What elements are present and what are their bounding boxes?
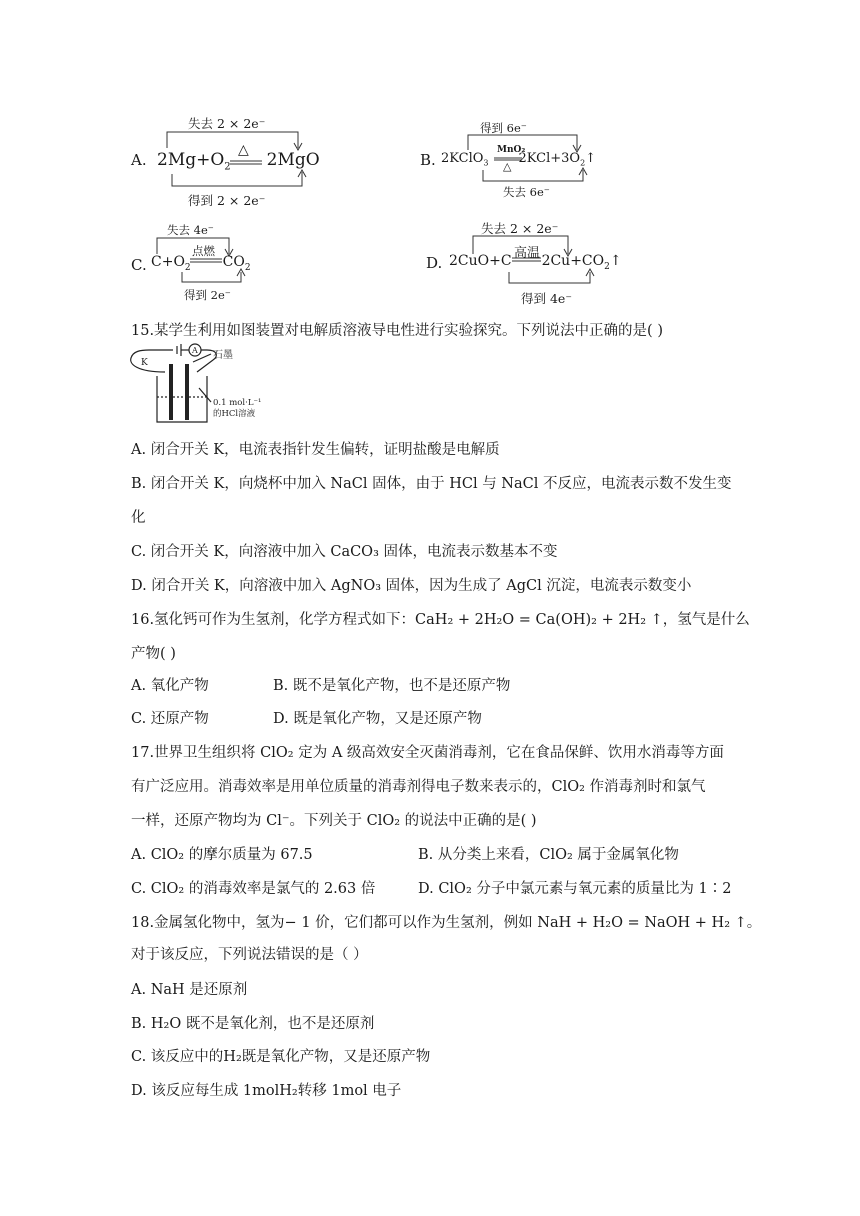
q17-option-a: A. ClO₂ 的摩尔质量为 67.5 — [131, 847, 313, 863]
option-c-equation: $C+O_2$ $CO_2$ — [151, 254, 251, 273]
option-b-label: B. — [420, 151, 436, 169]
option-a-equation: $2Mg+O_2$ 2MgO — [157, 150, 320, 173]
option-a-bottom-annotation: 得到 2 × 2e⁻ — [188, 193, 266, 208]
q15-apparatus-figure — [127, 342, 287, 427]
option-a-label: A. — [131, 151, 147, 169]
q16-option-d: D. 既是氧化产物，又是还原产物 — [273, 711, 482, 727]
q15-option-a: A. 闭合开关 K，电流表指针发生偏转，证明盐酸是电解质 — [131, 442, 500, 458]
q17-stem-line-3: 一样，还原产物均为 Cl⁻。下列关于 ClO₂ 的说法中正确的是( ) — [131, 813, 537, 829]
q18-option-d: D. 该反应每生成 1molH₂转移 1mol 电子 — [131, 1083, 402, 1099]
option-d-top-annotation: 失去 2 × 2e⁻ — [481, 221, 559, 236]
q18-option-c: C. 该反应中的H₂既是氧化产物，又是还原产物 — [131, 1049, 431, 1065]
solution-concentration-label: 0.1 mol·L⁻¹ — [213, 398, 262, 408]
option-b-top-annotation: 得到 6e⁻ — [480, 121, 527, 135]
ammeter-label: A — [192, 346, 198, 355]
option-c-condition: 点燃 — [192, 244, 215, 258]
q16-option-b: B. 既不是氧化产物，也不是还原产物 — [273, 678, 511, 694]
q17-option-b: B. 从分类上来看，ClO₂ 属于金属氧化物 — [418, 847, 679, 863]
switch-label: K — [141, 358, 148, 368]
q15-option-b: B. 闭合开关 K，向烧杯中加入 NaCl 固体，由于 HCl 与 NaCl 不反应，电流表示数不发生变 — [131, 476, 732, 492]
electrode-label: 石墨 — [213, 350, 233, 361]
q17-option-d: D. ClO₂ 分子中氯元素与氧元素的质量比为 1∶2 — [418, 881, 732, 897]
q15-option-d: D. 闭合开关 K，向溶液中加入 AgNO₃ 固体，因为生成了 AgCl 沉淀，电流表示数变小 — [131, 578, 692, 594]
option-d-equation: 2CuO+C $2Cu+CO_2↑$ — [449, 253, 622, 272]
q16-option-a: A. 氧化产物 — [131, 678, 209, 694]
q17-option-c: C. ClO₂ 的消毒效率是氯气的 2.63 倍 — [131, 881, 376, 897]
q17-stem: 17.世界卫生组织将 ClO₂ 定为 A 级高效安全灭菌消毒剂，它在食品保鲜、饮用水消毒等方面 — [131, 745, 724, 761]
option-b-equation: 2KClO$_3$ $2KCl+3O_2↑$ — [441, 151, 597, 168]
option-c-label: C. — [131, 256, 147, 274]
option-b-bottom-annotation: 失去 6e⁻ — [503, 185, 550, 199]
q18-option-a: A. NaH 是还原剂 — [131, 982, 248, 998]
option-c-bottom-annotation: 得到 2e⁻ — [184, 288, 231, 302]
q16-option-c: C. 还原产物 — [131, 711, 209, 727]
option-d-label: D. — [426, 254, 443, 272]
q15-option-c: C. 闭合开关 K，向溶液中加入 CaCO₃ 固体，电流表示数基本不变 — [131, 544, 558, 560]
q16-stem: 16.氢化钙可作为生氢剂，化学方程式如下：CaH₂ + 2H₂O = Ca(OH)₂ + 2H₂ ↑，氢气是什么 — [131, 612, 750, 628]
option-b-heat: △ — [503, 160, 512, 173]
option-d-bottom-annotation: 得到 4e⁻ — [521, 291, 572, 306]
option-c-top-annotation: 失去 4e⁻ — [167, 223, 214, 237]
option-a-condition: △ — [238, 142, 249, 158]
q16-stem-continued: 产物( ) — [131, 646, 176, 662]
option-d-condition: 高温 — [514, 246, 541, 261]
q18-option-b: B. H₂O 既不是氧化剂，也不是还原剂 — [131, 1016, 375, 1032]
q15-option-b-continued: 化 — [131, 510, 146, 526]
option-a-top-annotation: 失去 2 × 2e⁻ — [188, 116, 266, 131]
solution-name-label: 的HCl溶液 — [213, 409, 256, 419]
q18-stem-continued: 对于该反应，下列说法错误的是（ ） — [131, 947, 368, 963]
option-b-catalyst: MnO₂ — [497, 145, 526, 155]
q17-stem-line-2: 有广泛应用。消毒效率是用单位质量的消毒剂得电子数来表示的，ClO₂ 作消毒剂时和氯气 — [131, 779, 706, 795]
q15-stem: 15.某学生利用如图装置对电解质溶液导电性进行实验探究。下列说法中正确的是( ) — [131, 323, 663, 339]
q18-stem: 18.金属氢化物中，氢为− 1 价，它们都可以作为生氢剂，例如 NaH + H₂O = NaOH + H₂ ↑。 — [131, 915, 762, 931]
